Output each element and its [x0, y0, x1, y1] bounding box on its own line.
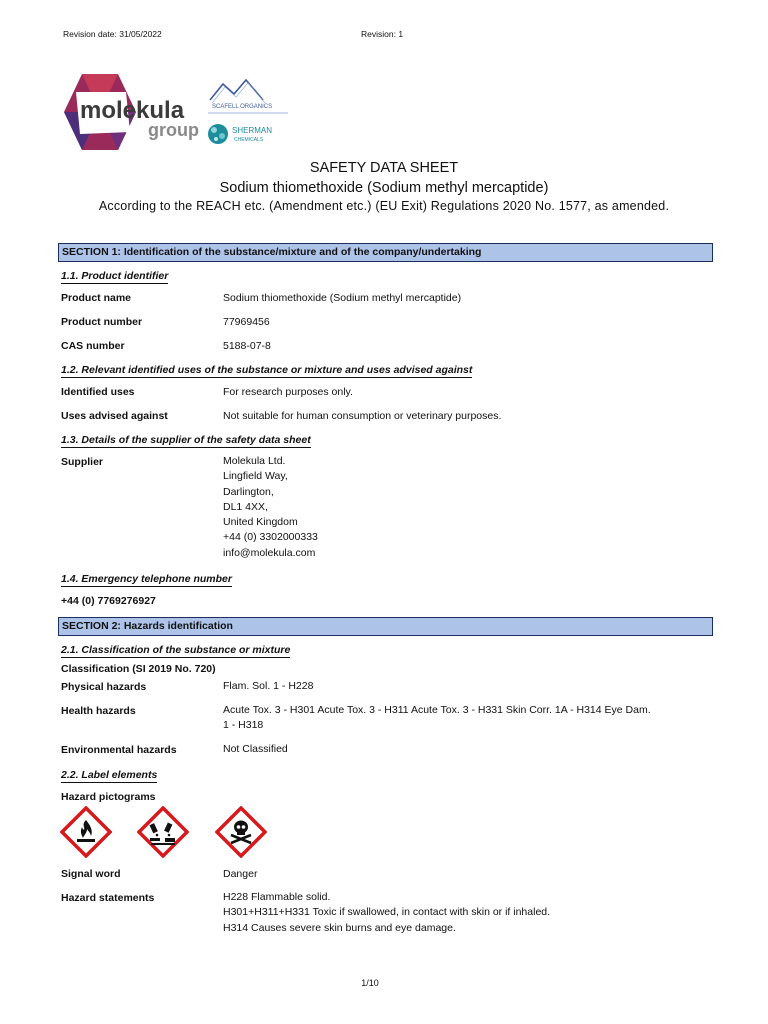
health-hazards-line: Acute Tox. 3 - H301 Acute Tox. 3 - H311 Acute Tox. 3 - H331 Skin Corr. 1A - H314 Eye Dam. — [223, 704, 651, 716]
environmental-hazards-label: Environmental hazards — [61, 744, 177, 756]
subsection-1-3: 1.3. Details of the supplier of the safety data sheet — [61, 434, 311, 446]
supplier-line: Lingfield Way, — [223, 470, 288, 483]
product-name-label: Product name — [61, 292, 132, 304]
identified-uses-label: Identified uses — [61, 386, 135, 398]
product-name-value: Sodium thiomethoxide (Sodium methyl mercaptide) — [223, 292, 462, 304]
page-number: 1/10 — [361, 978, 379, 988]
company-logos — [60, 72, 300, 154]
product-number-label: Product number — [61, 316, 143, 328]
revision-number: Revision: 1 — [361, 29, 404, 39]
signal-word-label: Signal word — [61, 868, 121, 880]
signal-word-value: Danger — [223, 868, 258, 880]
supplier-address — [223, 454, 318, 561]
substance-title: Sodium thiomethoxide (Sodium methyl mercaptide) — [219, 180, 549, 196]
cas-number-label: CAS number — [61, 340, 125, 352]
hazard-statement: H301+H311+H331 Toxic if swallowed, in contact with skin or if inhaled. — [223, 906, 551, 919]
health-hazards-value — [223, 703, 651, 734]
svg-text:SHERMAN: SHERMAN — [232, 126, 273, 135]
supplier-label: Supplier — [61, 456, 104, 468]
section-2-heading: SECTION 2: Hazards identification — [58, 617, 713, 636]
svg-text:molekula: molekula — [80, 97, 185, 124]
subsection-1-2: 1.2. Relevant identified uses of the substance or mixture and uses advised against — [61, 364, 473, 376]
uses-advised-against-value: Not suitable for human consumption or veterinary purposes. — [223, 410, 502, 422]
supplier-email: info@molekula.com — [223, 546, 316, 559]
section-1-heading: SECTION 1: Identification of the substance/mixture and of the company/undertaking — [58, 243, 713, 262]
supplier-line: United Kingdom — [223, 516, 298, 529]
emergency-phone: +44 (0) 7769276927 — [61, 595, 156, 607]
subsection-2-2: 2.2. Label elements — [61, 769, 158, 781]
subsection-2-1: 2.1. Classification of the substance or mixture — [61, 644, 291, 656]
supplier-line: Molekula Ltd. — [223, 455, 286, 467]
corrosion-icon — [137, 806, 189, 858]
document-title: SAFETY DATA SHEET — [309, 160, 459, 176]
svg-text:CHEMICALS: CHEMICALS — [234, 137, 264, 143]
health-hazards-line: 1 - H318 — [223, 719, 264, 732]
molekula-logo — [60, 72, 300, 154]
uses-advised-against-label: Uses advised against — [61, 410, 168, 422]
subsection-1-4: 1.4. Emergency telephone number — [61, 573, 232, 585]
svg-text:group: group — [148, 120, 199, 140]
environmental-hazards-value: Not Classified — [223, 743, 288, 755]
supplier-phone: +44 (0) 3302000333 — [223, 531, 318, 544]
classification-label: Classification (SI 2019 No. 720) — [61, 663, 216, 675]
hazard-statements-label: Hazard statements — [61, 892, 155, 904]
skull-crossbones-icon — [215, 806, 267, 858]
hazard-pictograms-label: Hazard pictograms — [61, 791, 156, 803]
cas-number-value: 5188-07-8 — [223, 340, 271, 352]
subsection-1-1: 1.1. Product identifier — [61, 270, 169, 282]
hazard-statement: H314 Causes severe skin burns and eye damage. — [223, 921, 456, 934]
svg-text:SCAFELL ORGANICS: SCAFELL ORGANICS — [212, 104, 273, 110]
hazard-statement: H228 Flammable solid. — [223, 891, 331, 903]
regulation-line: According to the REACH etc. (Amendment etc.) (EU Exit) Regulations 2020 No. 1577, as amended. — [98, 199, 670, 213]
physical-hazards-label: Physical hazards — [61, 681, 147, 693]
product-number-value: 77969456 — [223, 316, 270, 328]
supplier-line: Darlington, — [223, 485, 274, 498]
health-hazards-label: Health hazards — [61, 705, 136, 717]
flame-icon — [60, 806, 112, 858]
hazard-statements — [223, 890, 550, 936]
identified-uses-value: For research purposes only. — [223, 386, 353, 398]
supplier-line: DL1 4XX, — [223, 500, 268, 513]
revision-date: Revision date: 31/05/2022 — [63, 29, 162, 39]
physical-hazards-value: Flam. Sol. 1 - H228 — [223, 680, 314, 692]
